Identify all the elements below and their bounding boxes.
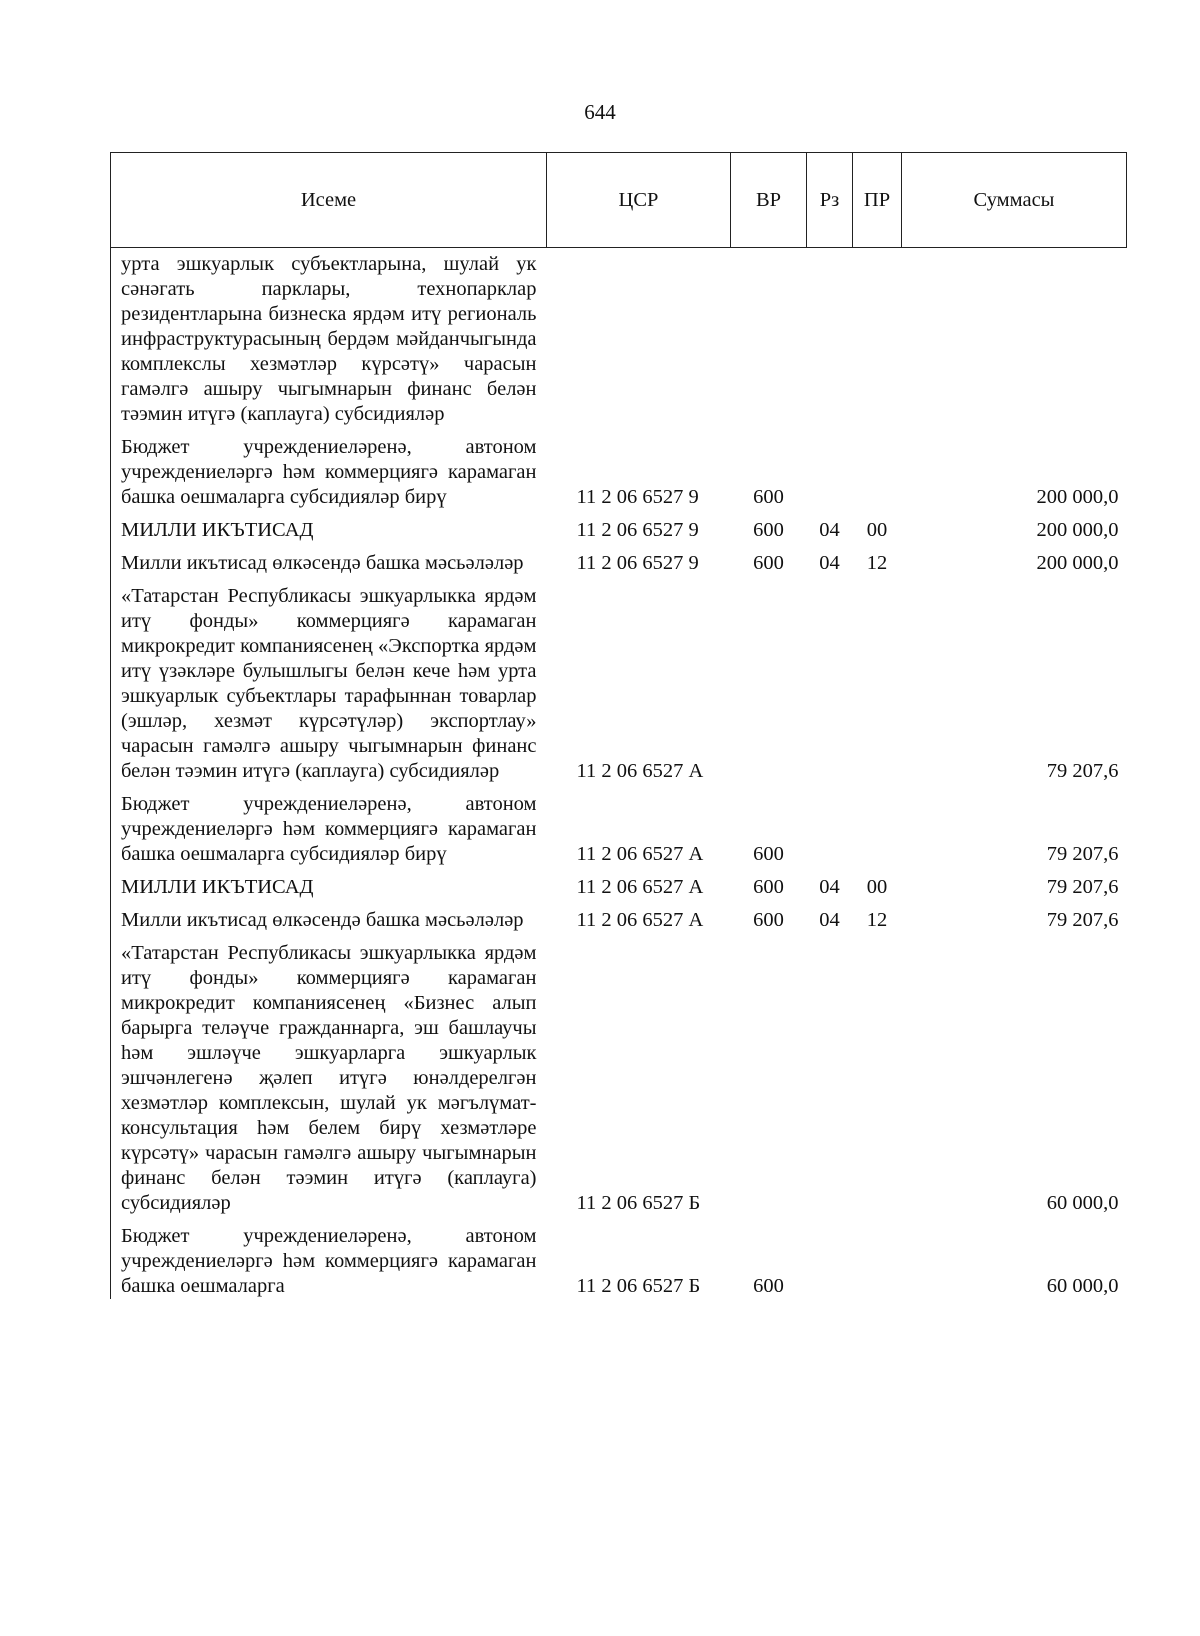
row-sum: 60 000,0	[1046, 1192, 1119, 1214]
header-row	[111, 153, 1127, 248]
row-name: Милли икътисад өлкәсендә башка мәсьәләләр	[111, 900, 547, 933]
table-row	[111, 933, 1127, 1216]
row-csr: 11 2 06 6527 9	[576, 519, 699, 541]
row-rz: 04	[819, 876, 840, 898]
header-rz: Рз	[807, 153, 853, 248]
table-row	[111, 576, 1127, 784]
header-name: Исеме	[111, 153, 547, 248]
row-pr	[853, 248, 902, 428]
row-pr	[853, 1216, 902, 1299]
row-csr: 11 2 06 6527 9	[576, 486, 699, 508]
header-sum: Суммасы	[902, 153, 1127, 248]
row-vr: 600	[753, 552, 784, 574]
row-pr	[853, 576, 902, 784]
row-vr	[731, 248, 807, 428]
row-pr	[853, 933, 902, 1216]
row-name: Бюджет учреждениеләренә, автоном учреждениеләргә һәм коммерциягә карамаган башка оешмаларга субсидияләр бирү	[111, 427, 547, 510]
table-row	[111, 427, 1127, 510]
row-name: Милли икътисад өлкәсендә башка мәсьәләләр	[111, 543, 547, 576]
row-name: «Татарстан Республикасы эшкуарлыкка ярдәм итү фонды» коммерциягә карамаган микрокредит компаниясенең «Бизнес алып барырга теләүче гражданнарга, эш башлаучы һәм эшләүче эшкуарларга эшкуарлык эшчәнлегенә җәлеп итүгә юнәлдерелгән хезмәтләр комплексын, шулай ук мәгълүмат-консультация һәм белем бирү хезмәтләре күрсәтү» чарасын гамәлгә ашыру чыгымнарын финанс белән тәэмин итүгә (каплауга) субсидияләр	[111, 933, 547, 1216]
row-csr: 11 2 06 6527 А	[576, 760, 704, 782]
table-row	[111, 1216, 1127, 1299]
row-sum: 79 207,6	[1046, 843, 1119, 865]
row-sum: 200 000,0	[1036, 519, 1119, 541]
row-pr: 12	[866, 552, 888, 574]
row-csr	[547, 248, 731, 428]
row-sum: 79 207,6	[1046, 909, 1119, 931]
row-rz	[807, 248, 853, 428]
row-csr: 11 2 06 6527 9	[576, 552, 699, 574]
row-sum: 60 000,0	[1046, 1275, 1119, 1297]
row-rz	[807, 933, 853, 1216]
row-csr: 11 2 06 6527 А	[576, 909, 704, 931]
header-vr: ВР	[731, 153, 807, 248]
row-name: Бюджет учреждениеләренә, автоном учреждениеләргә һәм коммерциягә карамаган башка оешмаларга субсидияләр бирү	[111, 784, 547, 867]
row-sum: 79 207,6	[1046, 876, 1119, 898]
row-vr: 600	[753, 843, 784, 865]
row-csr: 11 2 06 6527 Б	[576, 1275, 701, 1297]
table-row	[111, 543, 1127, 576]
row-vr: 600	[753, 1275, 784, 1297]
row-name: «Татарстан Республикасы эшкуарлыкка ярдәм итү фонды» коммерциягә карамаган микрокредит компаниясенең «Экспортка ярдәм итү үзәкләре булышлыгы белән кече һәм урта эшкуарлык субъектлары тарафыннан товарлар (эшләр, хезмәт күрсәтүләр) экспортлау» чарасын гамәлгә ашыру чыгымнарын финанс белән тәэмин итүгә (каплауга) субсидияләр	[111, 576, 547, 784]
row-sum	[902, 248, 1127, 428]
row-rz: 04	[819, 552, 840, 574]
table-row	[111, 510, 1127, 543]
row-name: МИЛЛИ ИКЪТИСАД	[111, 510, 547, 543]
budget-table	[110, 152, 1127, 1299]
row-name: МИЛЛИ ИКЪТИСАД	[111, 867, 547, 900]
row-pr: 00	[866, 876, 888, 898]
row-sum: 79 207,6	[1046, 760, 1119, 782]
row-pr	[853, 427, 902, 510]
row-rz	[807, 784, 853, 867]
row-vr	[731, 576, 807, 784]
row-pr: 00	[866, 519, 888, 541]
table-row	[111, 784, 1127, 867]
row-csr: 11 2 06 6527 Б	[576, 1192, 701, 1214]
row-sum: 200 000,0	[1036, 552, 1119, 574]
row-sum: 200 000,0	[1036, 486, 1119, 508]
row-rz	[807, 427, 853, 510]
row-csr: 11 2 06 6527 А	[576, 843, 704, 865]
row-rz	[807, 576, 853, 784]
row-pr: 12	[866, 909, 888, 931]
table-row	[111, 248, 1127, 428]
row-vr: 600	[753, 486, 784, 508]
table-row	[111, 867, 1127, 900]
row-name: Бюджет учреждениеләренә, автоном учреждениеләргә һәм коммерциягә карамаган башка оешмаларга	[111, 1216, 547, 1299]
row-rz	[807, 1216, 853, 1299]
row-rz: 04	[819, 519, 840, 541]
row-vr	[731, 933, 807, 1216]
header-csr: ЦСР	[547, 153, 731, 248]
page-number: 644	[584, 100, 616, 124]
row-vr: 600	[753, 909, 784, 931]
row-vr: 600	[753, 876, 784, 898]
row-csr: 11 2 06 6527 А	[576, 876, 704, 898]
header-pr: ПР	[853, 153, 902, 248]
row-rz: 04	[819, 909, 840, 931]
row-name: урта эшкуарлык субъектларына, шулай ук сәнәгать парклары, технопарклар резидентларына бизнеска ярдәм итү региональ инфраструктурасының бердәм мәйданчыгында комплекслы хезмәтләр күрсәтү» чарасын гамәлгә ашыру чыгымнарын финанс белән тәэмин итүгә (каплауга) субсидияләр	[111, 248, 547, 428]
row-pr	[853, 784, 902, 867]
row-vr: 600	[753, 519, 784, 541]
table-row	[111, 900, 1127, 933]
